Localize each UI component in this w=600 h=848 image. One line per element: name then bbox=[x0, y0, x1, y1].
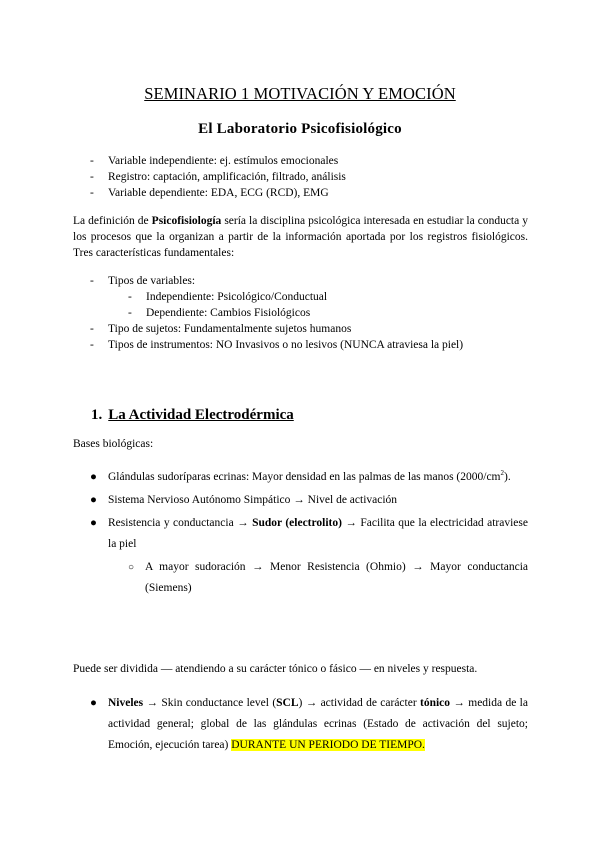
list-item: ● Resistencia y conductancia → Sudor (electrolito) → Facilita que la electricidad atraviese la piel bbox=[90, 517, 528, 550]
page-subtitle: El Laboratorio Psicofisiológico bbox=[198, 121, 402, 137]
list-item: - Tipos de variables: bbox=[90, 275, 196, 287]
list-item: - Independiente: Psicológico/Conductual bbox=[128, 291, 328, 303]
list-item: - Tipos de instrumentos: NO Invasivos o no lesivos (NUNCA atraviesa la piel) bbox=[90, 339, 464, 351]
bases-label: Bases biológicas: bbox=[73, 438, 154, 450]
list-item: ○ A mayor sudoración → Menor Resistencia (Ohmio) → Mayor conductancia (Siemens) bbox=[128, 561, 528, 594]
list-item: ● Glándulas sudoríparas ecrinas: Mayor densidad en las palmas de las manos $(2000/cm^2)$. bbox=[90, 469, 511, 483]
list-item: ● Niveles → Skin conductance level (SCL) → actividad de carácter tónico → medida de la actividad general; global de las glándulas ecrinas (Estado de activación del sujeto; Emoción, ejecución tarea) DURANTE UN PERIODO DE TIEMPO. bbox=[90, 697, 528, 751]
biology-list bbox=[73, 467, 528, 599]
section-heading: 1. La Actividad Electrodérmica bbox=[91, 407, 294, 423]
list-item: - Dependiente: Cambios Fisiológicos bbox=[128, 307, 311, 319]
list-item: ● Sistema Nervioso Autónomo Simpático → Nivel de activación bbox=[90, 494, 398, 506]
intro-list bbox=[73, 153, 346, 201]
highlighted-text: DURANTE UN PERIODO DE TIEMPO. bbox=[231, 739, 425, 751]
list-item: - Tipo de sujetos: Fundamentalmente sujetos humanos bbox=[90, 323, 352, 335]
division-paragraph: Puede ser dividida — atendiendo a su carácter tónico o fásico — en niveles y respuesta. bbox=[73, 663, 478, 675]
list-item: - Variable independiente: ej. estímulos emocionales bbox=[90, 155, 339, 167]
characteristics-list bbox=[73, 273, 463, 353]
list-item: - Variable dependiente: EDA, ECG (RCD), EMG bbox=[90, 187, 329, 199]
list-item: - Registro: captación, amplificación, filtrado, análisis bbox=[90, 171, 346, 183]
niveles-list bbox=[73, 693, 528, 758]
page-title: SEMINARIO 1 MOTIVACIÓN Y EMOCIÓN bbox=[144, 84, 456, 103]
definition-paragraph: La definición de Psicofisiología sería la disciplina psicológica interesada en estudiar la conducta y los procesos que la organizan a partir de la información aportada por los registros fisiológicos. Tres características fundamentales: bbox=[73, 215, 529, 259]
